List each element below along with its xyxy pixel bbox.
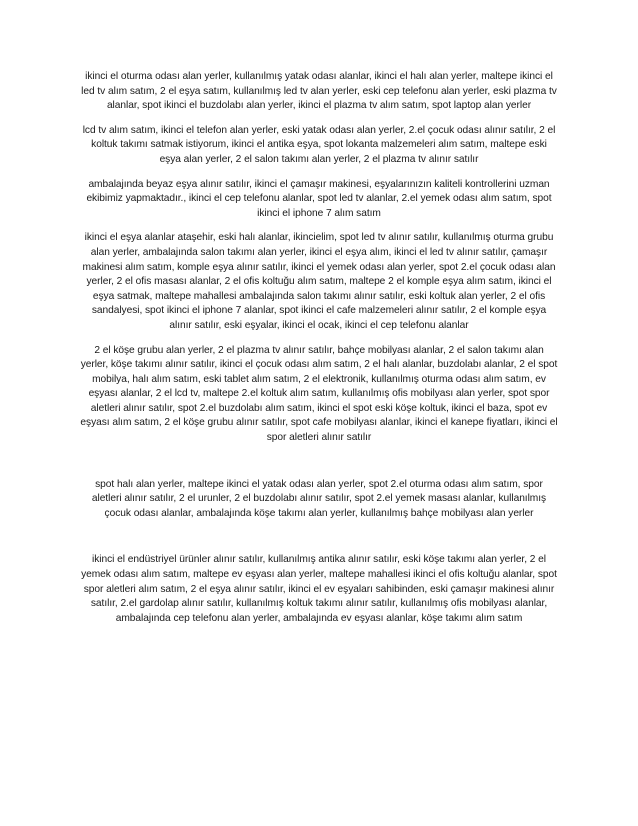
paragraph-3: ambalajında beyaz eşya alınır satılır, ikinci el çamaşır makinesi, eşyalarınızın kaliteli kontrollerini uzman ekibimiz yapmaktadır., ikinci el cep telefonu alanlar, spot led tv alanlar, 2.el yemek odası alım satım, spot ikinci el iphone 7 alım satım [86,178,552,219]
paragraph-spacer [80,334,558,344]
paragraph-7: ikinci el endüstriyel ürünler alınır satılır, kullanılmış antika alınır satılır, eski köşe takımı alan yerler, 2 el yemek odası alım satım, maltepe ev eşyası alan yerler, maltepe mahallesi ikinci el ofis koltuğu alanlar, spot spor aletleri alım satım, 2 el eşya alınır satılır, ikinci el ev eşyaları sahibinden, eski çamaşır makinesi alınır satılır, 2.el gardolap alınır satılır, kullanılmış koltuk takımı alınır satılır, kullanılmış ofis mobilyası alanlar, ambalajında cep telefonu alan yerler, ambalajında ev eşyası alanlar, köşe takımı alım satım [81,554,557,624]
paragraph-spacer [80,221,558,231]
paragraph-5: 2 el köşe grubu alan yerler, 2 el plazma tv alınır satılır, bahçe mobilyası alanlar, 2 el salon takımı alan yerler, köşe takımı alınır satılır, ikinci el çocuk odası alım satım, 2 el halı alanlar, buzdolabı alanlar, 2 el spot mobilya, halı alım satım, eski tablet alım satım, 2 el elektronik, kullanılmış oturma odası alım satım, ev eşyası alanlar, 2 el lcd tv, maltepe 2.el koltuk alım satım, kullanılmış ofis mobilyası alan yerler, spot spor aletleri alınır satılır, spot 2.el buzdolabı alım satım, ikinci el spot eski köşe koltuk, ikinci el baza, spot ev eşyası alım satım, 2 el köşe grubu alınır satılır, spot cafe mobilyası alanlar, ikinci el kanepe fiyatları, ikinci el spor aletleri alınır satılır [80,344,558,444]
paragraph-spacer [80,168,558,178]
paragraph-4: ikinci el eşya alanlar ataşehir, eski halı alanlar, ikincielim, spot led tv alınır satılır, kullanılmış oturma grubu alan yerler, ambalajında salon takımı alan yerler, ikinci el eşya alım, ikinci el led tv alınır satılır, çamaşır makinesi alım satım, komple eşya alınır satılır, ikinci el yemek odası alan yerler, spot 2.el çocuk odası alan yerler, 2 el ofis masası alanlar, 2 el ofis koltuğu alım satım, maltepe 2 el komple eşya alım satım, ikinci el eşya satmak, maltepe mahallesi ambalajında salon takımı alınır satılır, eski koltuk alan yerler, 2 el ofis sandalyesi, spot ikinci el iphone 7 alanlar, spot ikinci el cafe malzemeleri alınır satılır, 2 el komple eşya alınır satılır, eski eşyalar, ikinci el ocak, ikinci el cep telefonu alanlar [82,232,556,331]
document-page [80,70,558,626]
paragraph-spacer [80,446,558,478]
paragraph-1: ikinci el oturma odası alan yerler, kullanılmış yatak odası alanlar, ikinci el halı alan yerler, maltepe ikinci el led tv alım satım, 2 el eşya satım, kullanılmış led tv alan yerler, eski cep telefonu alan yerler, eski plazma tv alanlar, spot ikinci el buzdolabı alan yerler, ikinci el plazma tv alım satım, spot laptop alan yerler [81,71,557,112]
paragraph-spacer [80,521,558,553]
paragraph-6: spot halı alan yerler, maltepe ikinci el yatak odası alan yerler, spot 2.el oturma odası alım satım, spor aletleri alınır satılır, 2 el urunler, 2 el buzdolabı alınır satılır, spot 2.el yemek masası alanlar, kullanılmış çocuk odası alanlar, ambalajında köşe takımı alan yerler, kullanılmış bahçe mobilyası alan yerler [91,478,547,519]
paragraph-2: lcd tv alım satım, ikinci el telefon alan yerler, eski yatak odası alan yerler, 2.el çocuk odası alınır satılır, 2 el koltuk takımı satmak istiyorum, ikinci el antika eşya, spot lokanta malzemeleri alım satım, maltepe eski eşya alan yerler, 2 el salon takımı alan yerler, 2 el plazma tv alınır satılır [82,124,556,165]
paragraph-spacer [80,114,558,124]
